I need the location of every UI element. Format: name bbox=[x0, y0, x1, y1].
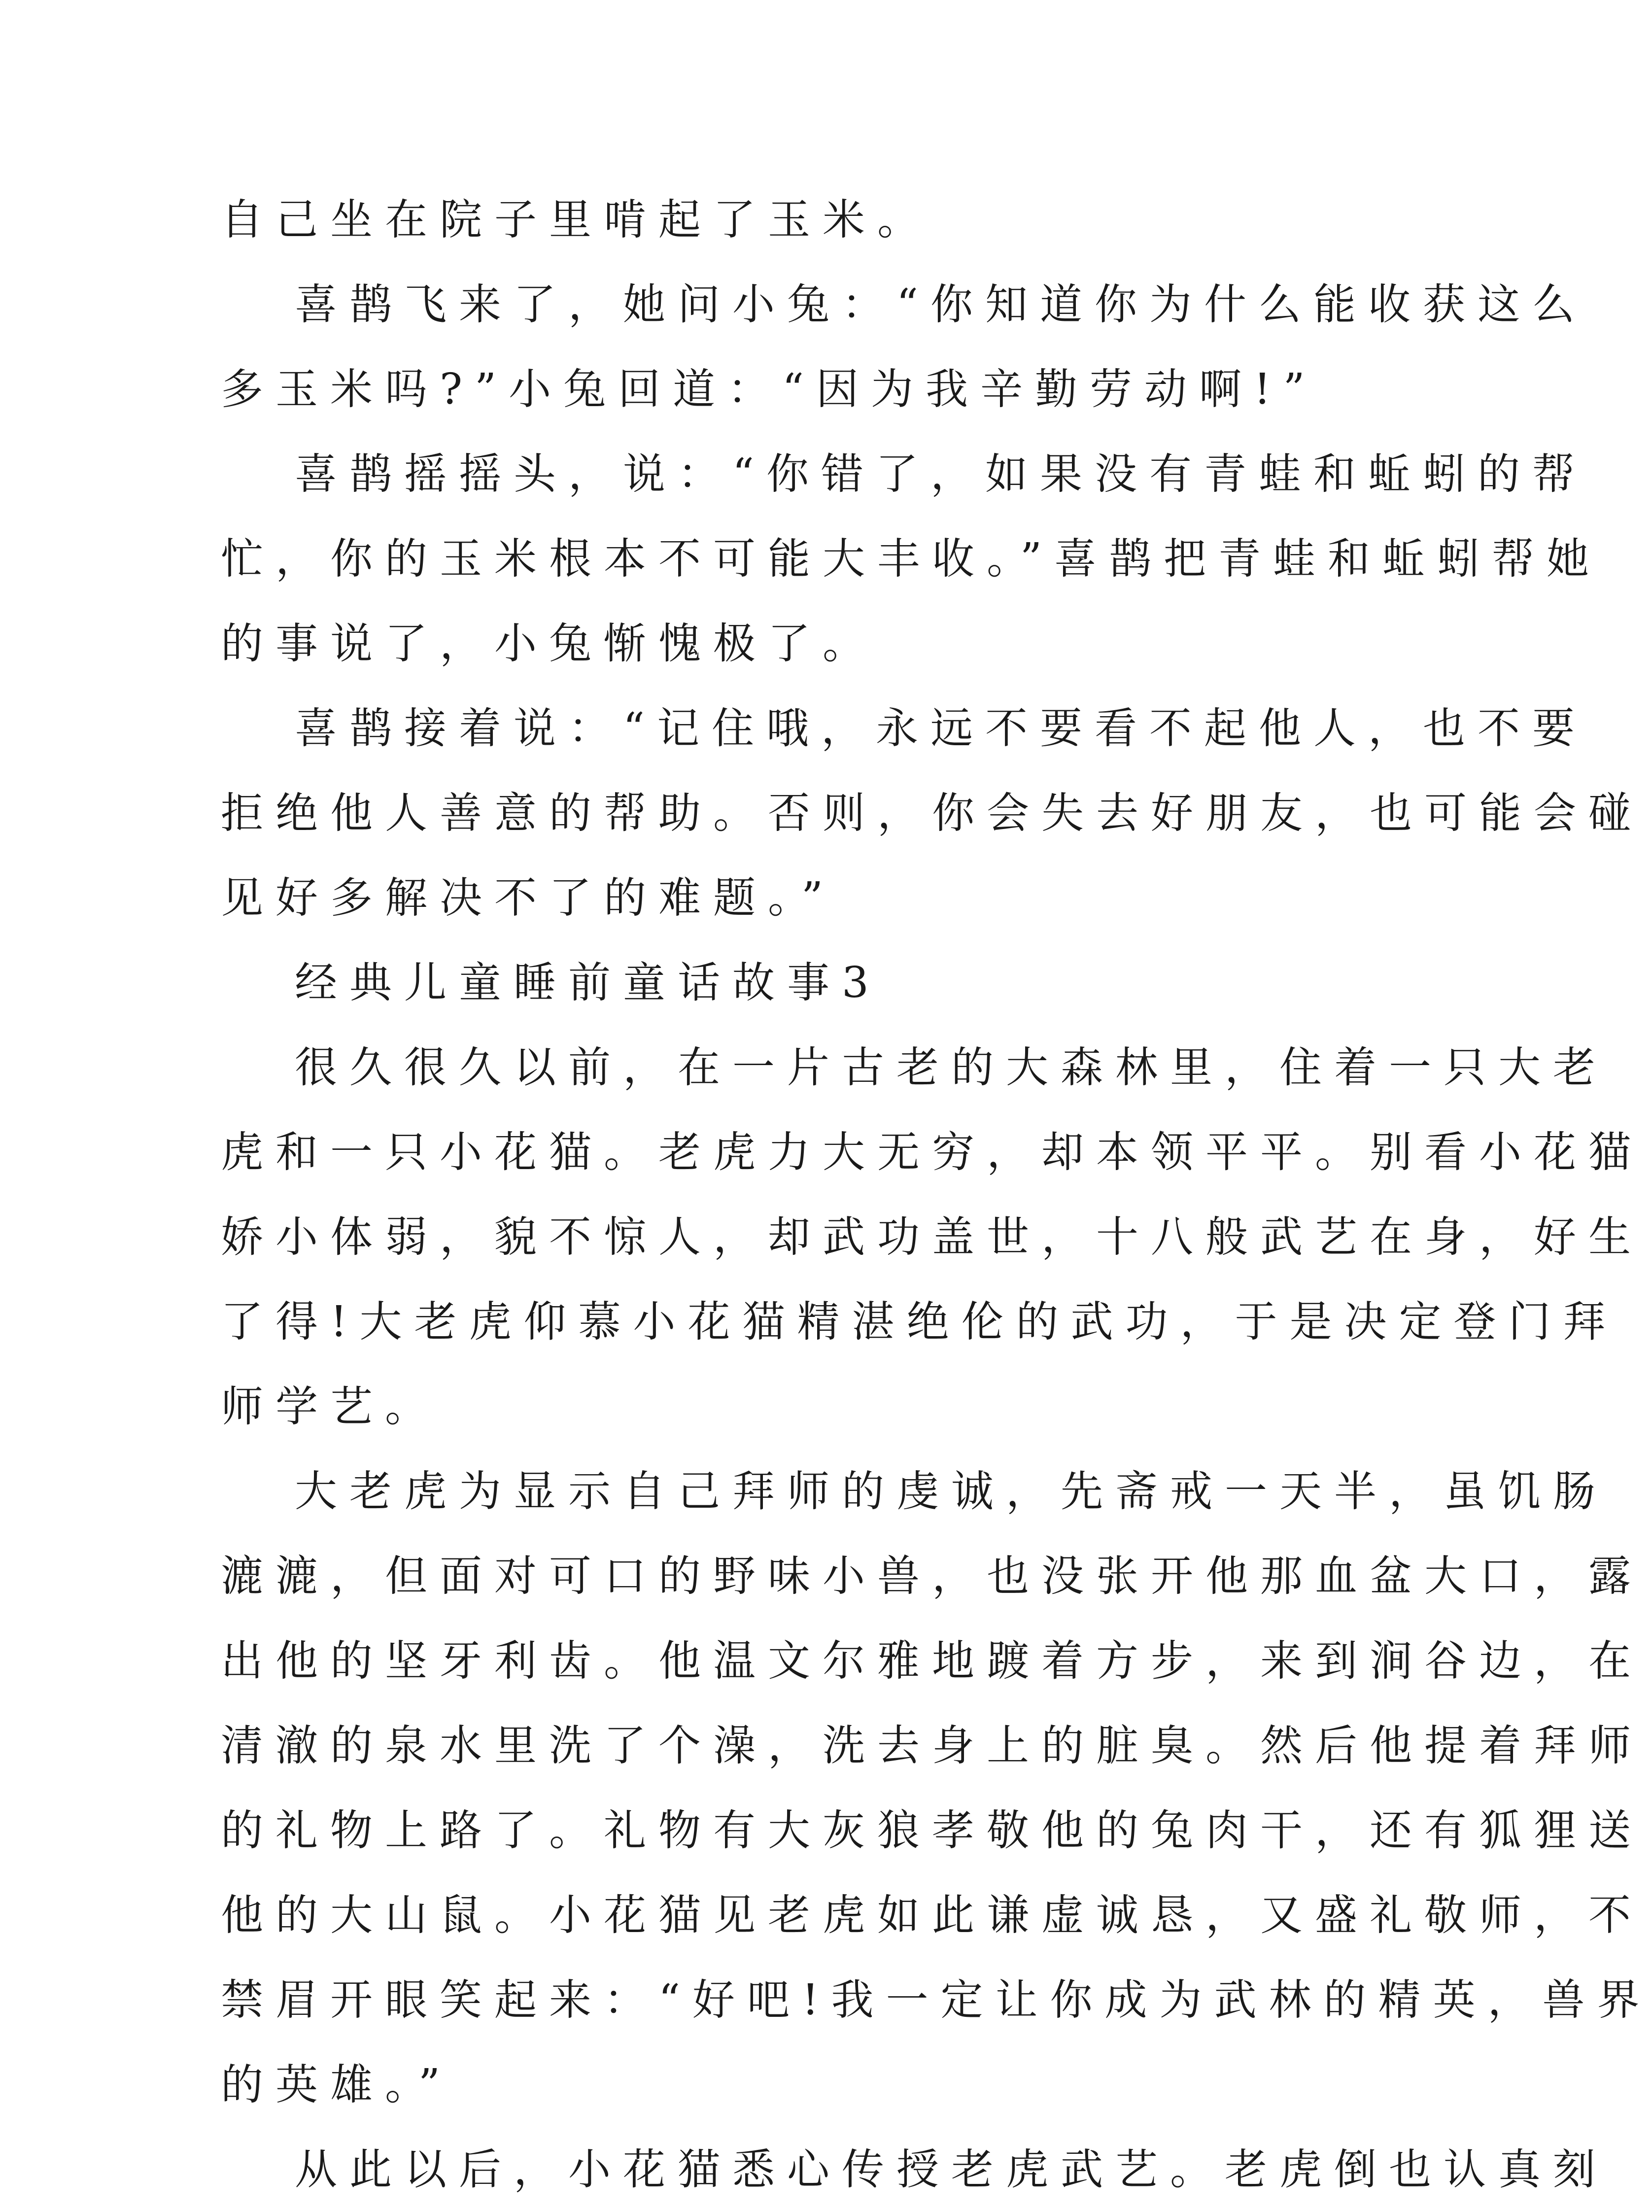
text-line: 了得!大老虎仰慕小花猫精湛绝伦的武功，于是决定登门拜 bbox=[221, 1297, 1618, 1347]
text-line: 师学艺。 bbox=[221, 1382, 440, 1431]
text-line: 自己坐在院子里啃起了玉米。 bbox=[221, 195, 932, 244]
text-line: 娇小体弱，貌不惊人，却武功盖世，十八般武艺在身，好生 bbox=[221, 1212, 1643, 1262]
text-line: 的英雄。” bbox=[221, 2060, 452, 2109]
text-line: 喜鹊接着说：“记住哦，永远不要看不起他人，也不要 bbox=[295, 704, 1587, 753]
text-line: 忙，你的玉米根本不可能大丰收。”喜鹊把青蛙和蚯蚓帮她 bbox=[221, 534, 1601, 584]
text-line: 大老虎为显示自己拜师的虔诚，先斋戒一天半，虽饥肠 bbox=[295, 1467, 1608, 1516]
text-line: 见好多解决不了的难题。” bbox=[221, 873, 835, 923]
text-line: 漉漉，但面对可口的野味小兽，也没张开他那血盆大口，露 bbox=[221, 1552, 1643, 1601]
text-line: 很久很久以前，在一片古老的大森林里，住着一只大老 bbox=[295, 1043, 1608, 1092]
text-line: 多玉米吗?”小兔回道：“因为我辛勤劳动啊!” bbox=[221, 365, 1317, 414]
story-text bbox=[221, 177, 1652, 2212]
text-line: 他的大山鼠。小花猫见老虎如此谦虚诚恳，又盛礼敬师，不 bbox=[221, 1891, 1643, 1940]
text-line: 清澈的泉水里洗了个澡，洗去身上的脏臭。然后他提着拜师 bbox=[221, 1721, 1643, 1770]
text-line: 的事说了，小兔惭愧极了。 bbox=[221, 619, 877, 668]
text-line: 虎和一只小花猫。老虎力大无穷，却本领平平。别看小花猫 bbox=[221, 1128, 1643, 1177]
text-line: 经典儿童睡前童话故事3 bbox=[295, 958, 881, 1007]
text-line: 出他的坚牙利齿。他温文尔雅地踱着方步，来到涧谷边，在 bbox=[221, 1636, 1643, 1686]
text-line: 喜鹊摇摇头，说：“你错了，如果没有青蛙和蚯蚓的帮 bbox=[295, 449, 1587, 499]
text-line: 从此以后，小花猫悉心传授老虎武艺。老虎倒也认真刻 bbox=[295, 2145, 1608, 2194]
text-line: 的礼物上路了。礼物有大灰狼孝敬他的兔肉干，还有狐狸送 bbox=[221, 1806, 1643, 1855]
text-line: 禁眉开眼笑起来：“好吧!我一定让你成为武林的精英，兽界 bbox=[221, 1975, 1652, 2025]
text-line: 拒绝他人善意的帮助。否则，你会失去好朋友，也可能会碰 bbox=[221, 789, 1643, 838]
text-line: 喜鹊飞来了，她问小兔：“你知道你为什么能收获这么 bbox=[295, 280, 1587, 329]
